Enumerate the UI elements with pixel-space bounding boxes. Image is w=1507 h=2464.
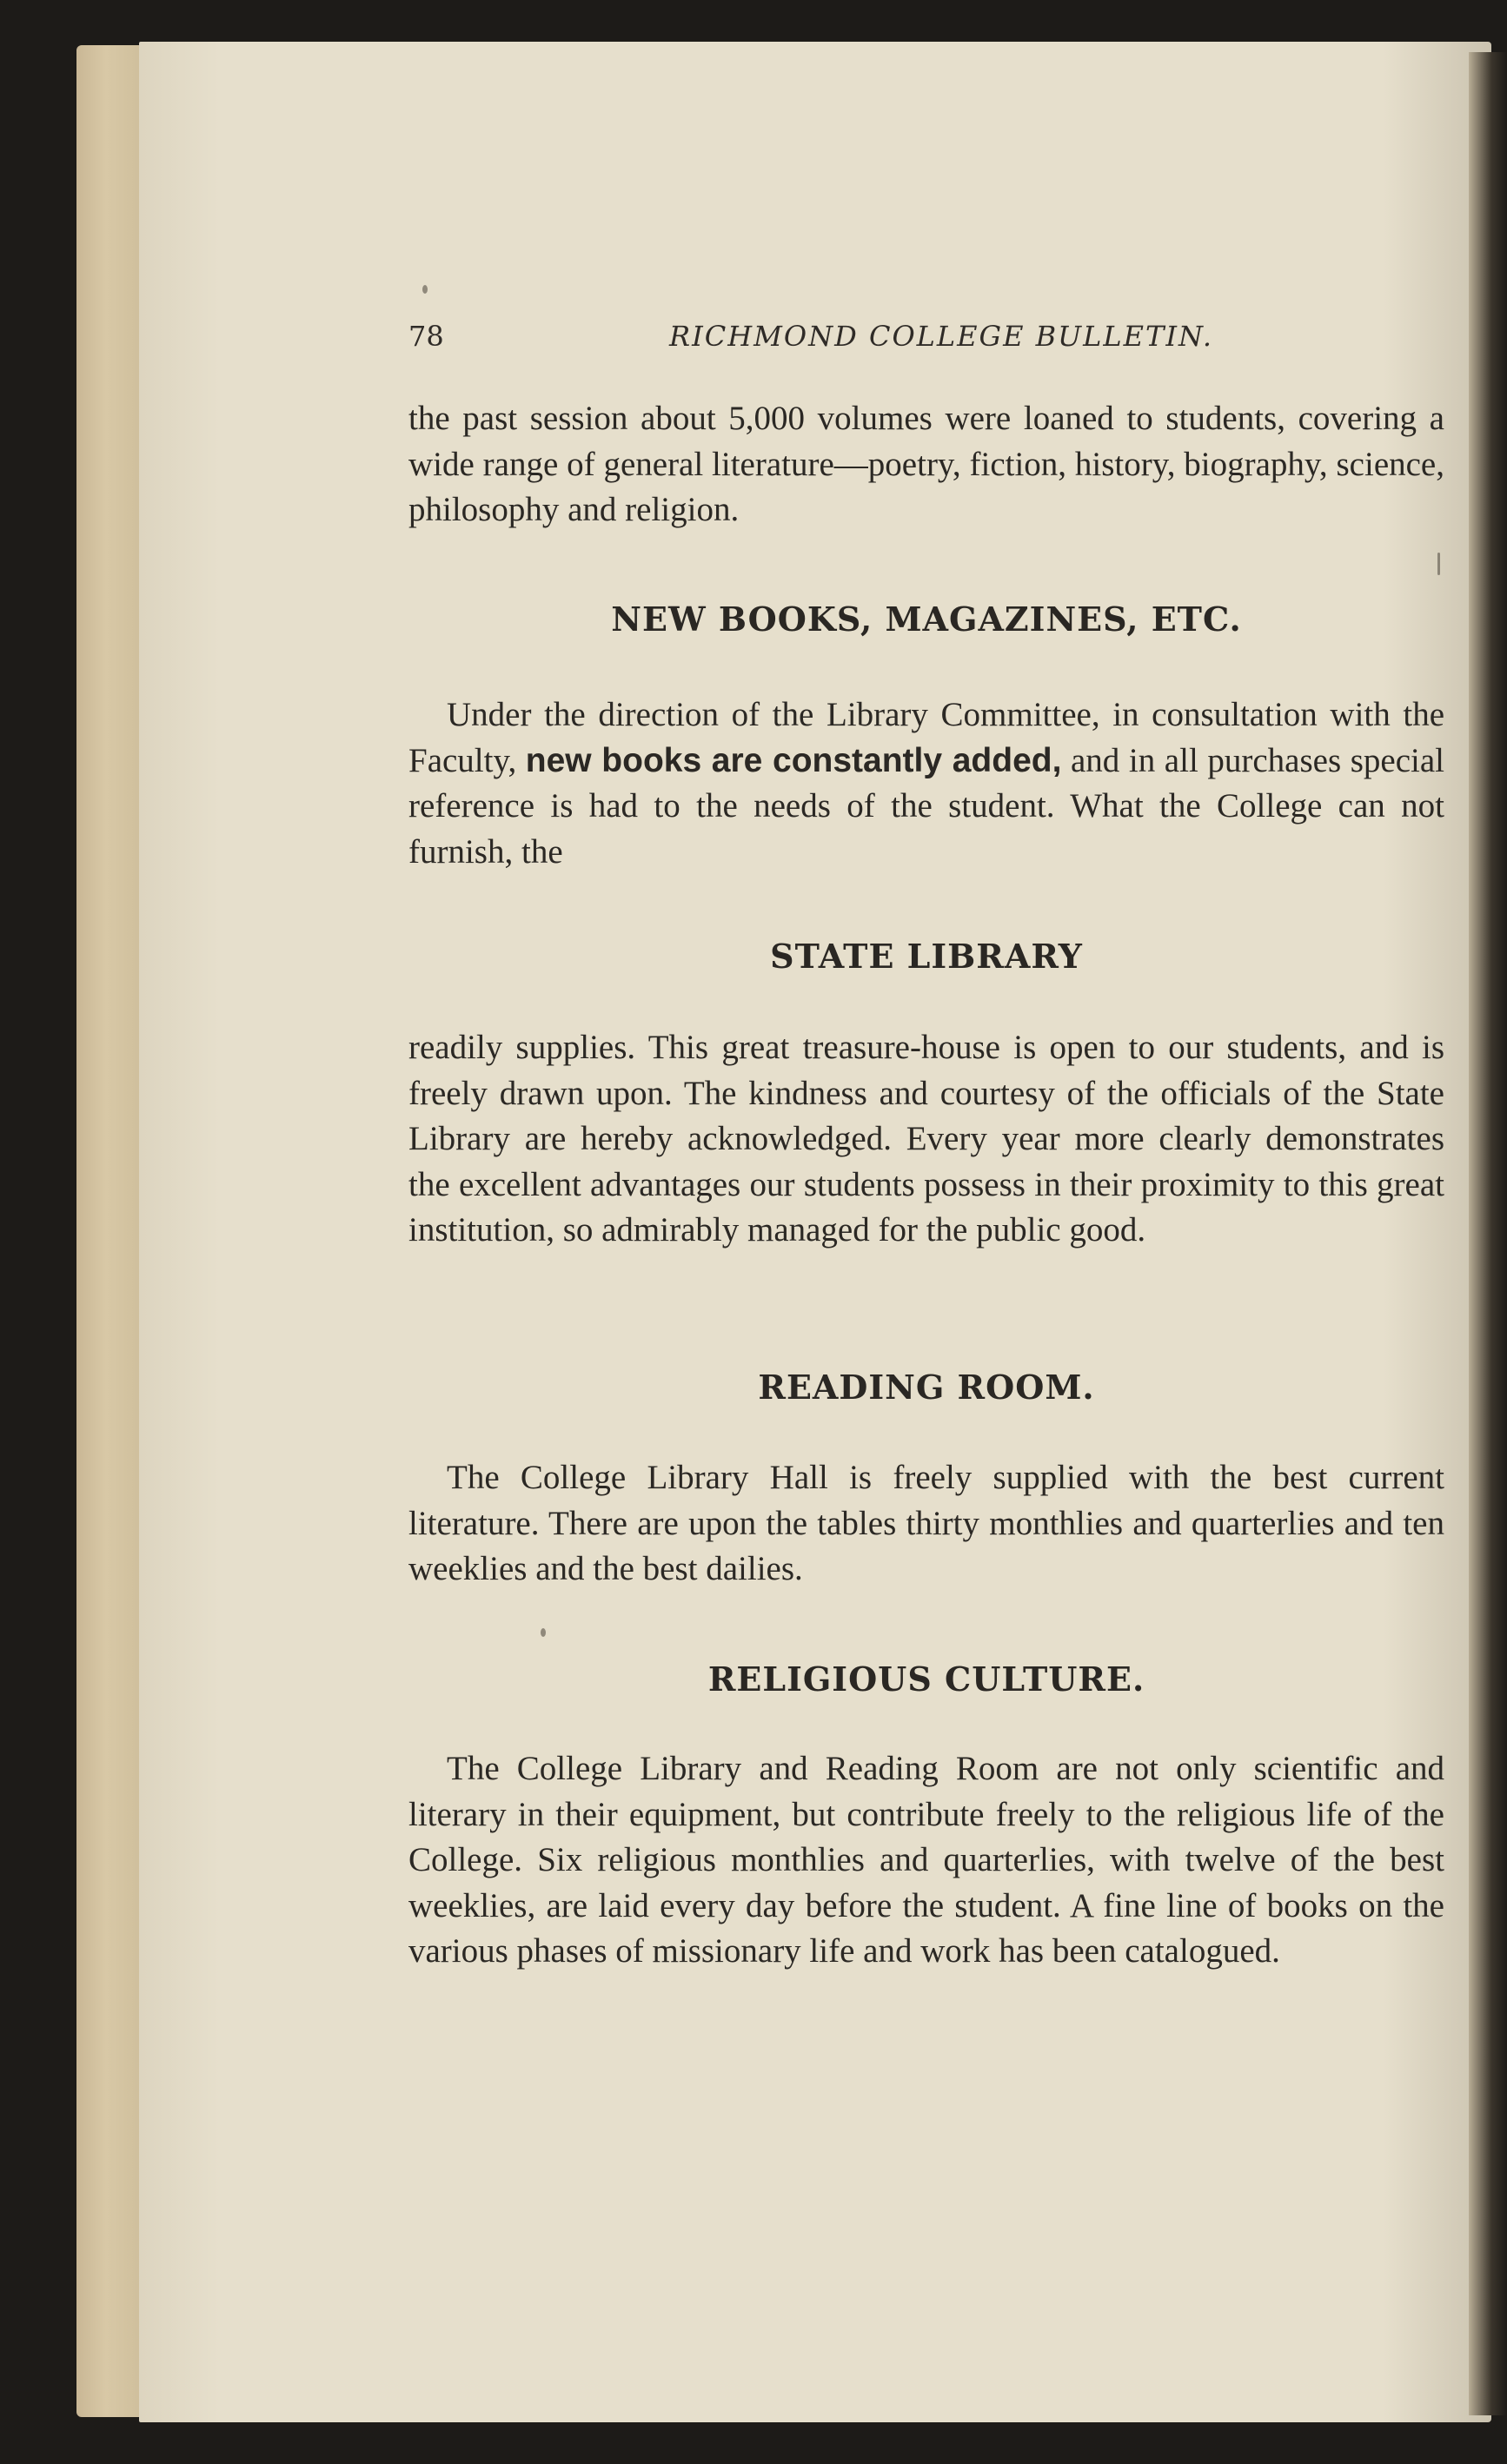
paper-speck <box>422 285 428 294</box>
paragraph-library-committee-start: Under the direction of the Library Committee, in consultation with the Faculty, <box>408 696 1444 779</box>
paragraph-reading-room: The College Library Hall is freely supplied with the best current literature. There are upon the tables thirty monthlies and quarterlies and ten weeklies and the best dailies. <box>408 1459 1444 1587</box>
heading-reading-room: READING ROOM. <box>758 1368 1095 1407</box>
gutter-shadow <box>1469 52 1507 2415</box>
paragraph-library-committee <box>408 692 1444 875</box>
paragraph-library-committee-emphasis: new books are constantly added, <box>525 741 1062 779</box>
paragraph-religious-culture: The College Library and Reading Room are not only scientific and literary in their equipment, but contribute freely to the religious life of the College. Six religious monthlies and quarterlies, with twelve of the best weeklies, are laid every day before the student. A fine line of books on the various phases of missionary life and work has been catalogued. <box>408 1750 1444 1970</box>
paragraph-library-committee-end: and in all purchases special reference is had to the needs of the student. What the College can not furnish, the <box>408 741 1444 871</box>
running-title: RICHMOND COLLEGE BULLETIN. <box>669 320 1214 353</box>
heading-new-books: NEW BOOKS, MAGAZINES, ETC. <box>611 599 1242 639</box>
running-head <box>408 320 1278 368</box>
heading-state-library: STATE LIBRARY <box>770 937 1083 976</box>
paragraph-state-library: readily supplies. This great treasure-house is open to our students, and is freely drawn upon. The kindness and courtesy of the officials of the State Library are hereby acknowledged. Every year more clearly demonstrates the excellent advantages our students possess in their proximity to this great institution, so admirably managed for the public good. <box>408 1029 1444 1249</box>
paper-speck <box>541 1628 546 1637</box>
paper-mark <box>1437 553 1440 575</box>
paragraph-volumes-loaned: the past session about 5,000 volumes were loaned to students, covering a wide range of general literature—poetry, fiction, history, biography, science, philosophy and religion. <box>408 400 1444 528</box>
heading-religious-culture: RELIGIOUS CULTURE. <box>707 1659 1145 1699</box>
page-number: 78 <box>408 320 444 353</box>
